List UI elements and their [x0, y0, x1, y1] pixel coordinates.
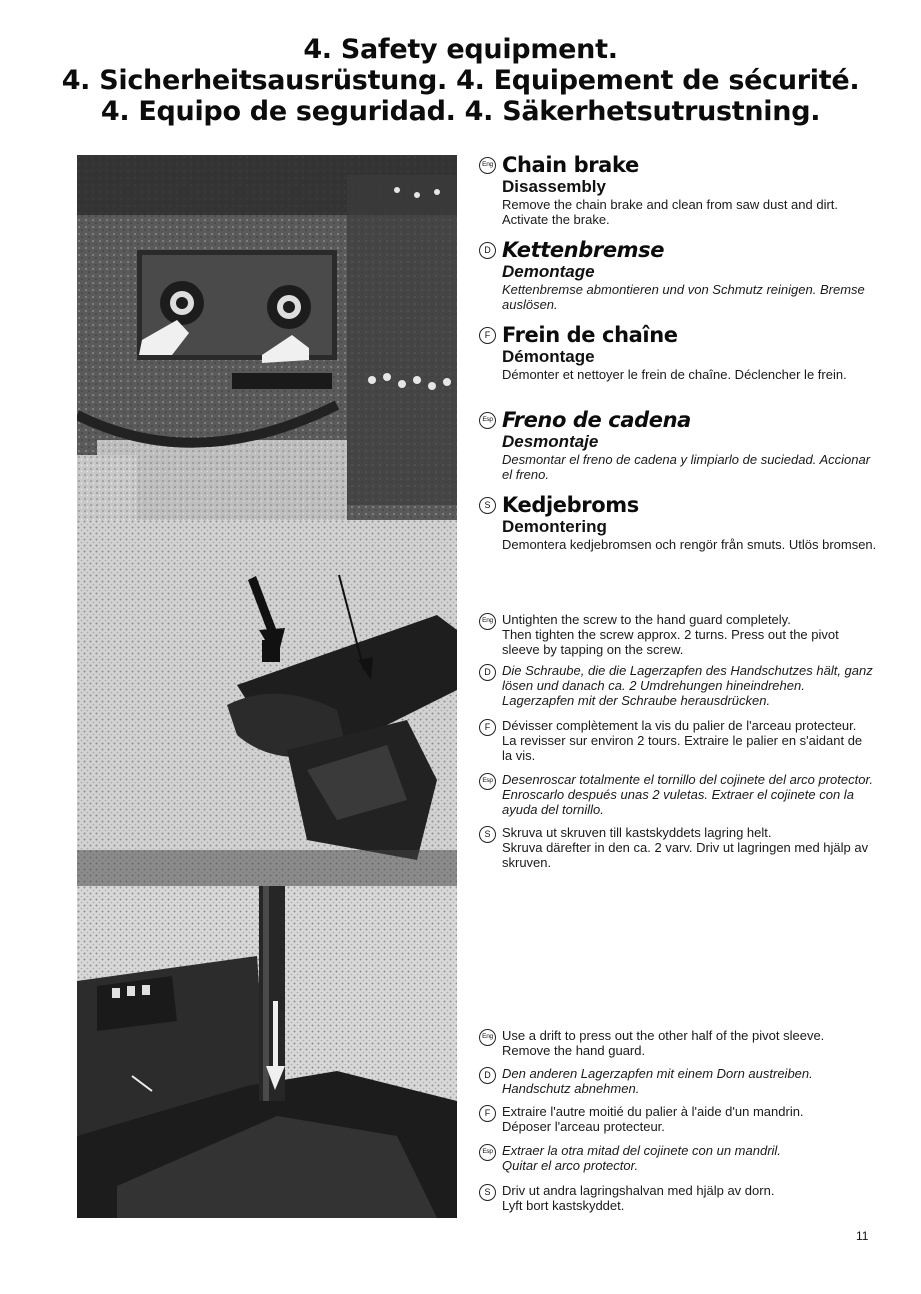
step-text: Die Schraube, die die Lagerzapfen des Handschutzes hält, ganz lösen und danach ca. 2 Umdrehungen hineindrehen. Lagerzapfen mit der Schraube herausdrücken. [502, 663, 873, 708]
lang-badge-eng-icon: Eng [479, 1029, 496, 1046]
section-body: Démonter et nettoyer le frein de chaîne. Déclencher le frein. [502, 367, 847, 382]
chain-brake-eng [479, 153, 879, 227]
step-a-de [479, 663, 874, 708]
section-heading: Chain brake [502, 153, 639, 177]
step-text: Extraire l'autre moitié du palier à l'aide d'un mandrin. Déposer l'arceau protecteur. [502, 1104, 804, 1134]
chain-brake-sv [479, 493, 879, 552]
step-text: Dévisser complètement la vis du palier de l'arceau protecteur. La revisser sur environ 2 tours. Extraire le palier en s'aidant de la vis. [502, 718, 863, 763]
section-body: Kettenbremse abmontieren und von Schmutz reinigen. Bremse auslösen. [502, 282, 865, 312]
lang-badge-de-icon: D [479, 242, 496, 259]
lang-badge-sv-icon: S [479, 1184, 496, 1201]
step-b-eng [479, 1028, 874, 1058]
section-subheading: Desmontaje [502, 432, 599, 451]
step-b-fr [479, 1104, 874, 1134]
page-title [0, 34, 921, 127]
section-body: Demontera kedjebromsen och rengör från smuts. Utlös bromsen. [502, 537, 877, 552]
title-line-1: 4. Safety equipment. [303, 34, 618, 65]
step-text: Driv ut andra lagringshalvan med hjälp av dorn. Lyft bort kastskyddet. [502, 1183, 775, 1213]
lang-badge-de-icon: D [479, 664, 496, 681]
section-body: Remove the chain brake and clean from saw dust and dirt. Activate the brake. [502, 197, 839, 227]
title-line-3: 4. Equipo de seguridad. 4. Säkerhetsutrustning. [100, 96, 821, 127]
section-heading: Kedjebroms [502, 493, 639, 517]
section-body: Desmontar el freno de cadena y limpiarlo de suciedad. Accionar el freno. [502, 452, 871, 482]
section-subheading: Demontering [502, 517, 607, 536]
step-text: Use a drift to press out the other half of the pivot sleeve. Remove the hand guard. [502, 1028, 825, 1058]
section-heading: Kettenbremse [502, 238, 665, 262]
title-line-2: 4. Sicherheitsausrüstung. 4. Equipement de sécurité. [61, 65, 860, 96]
lang-badge-eng-icon: Eng [479, 157, 496, 174]
lang-badge-fr-icon: F [479, 327, 496, 344]
step-text: Skruva ut skruven till kastskyddets lagring helt. Skruva därefter in den ca. 2 varv. Driv ut lagringen med hjälp av skruven. [502, 825, 869, 870]
chain-brake-es [479, 408, 879, 482]
section-subheading: Demontage [502, 262, 595, 281]
step-b-de [479, 1066, 874, 1096]
step-text: Extraer la otra mitad del cojinete con un mandril. Quitar el arco protector. [502, 1143, 781, 1173]
step-a-fr [479, 718, 874, 763]
lang-badge-es-icon: Esp [479, 1144, 496, 1161]
step-text: Desenroscar totalmente el tornillo del cojinete del arco protector. Enroscarlo después unas 2 vuletas. Extraer el cojinete con la ayuda del tornillo. [502, 772, 873, 817]
step-b-es [479, 1143, 874, 1173]
step-text: Untighten the screw to the hand guard completely. Then tighten the screw approx. 2 turns. Press out the pivot sleeve by tapping on the screw. [502, 612, 839, 657]
chain-brake-photo [77, 155, 457, 520]
hand-guard-screw-photo [77, 520, 457, 886]
chain-brake-de [479, 238, 879, 312]
chain-brake-fr [479, 323, 879, 382]
step-text: Den anderen Lagerzapfen mit einem Dorn austreiben. Handschutz abnehmen. [502, 1066, 813, 1096]
lang-badge-es-icon: Esp [479, 773, 496, 790]
lang-badge-fr-icon: F [479, 1105, 496, 1122]
section-subheading: Disassembly [502, 177, 606, 196]
lang-badge-de-icon: D [479, 1067, 496, 1084]
lang-badge-fr-icon: F [479, 719, 496, 736]
step-a-eng [479, 612, 874, 657]
section-subheading: Démontage [502, 347, 595, 366]
section-heading: Frein de chaîne [502, 323, 678, 347]
step-b-sv [479, 1183, 874, 1213]
lang-badge-eng-icon: Eng [479, 613, 496, 630]
section-heading: Freno de cadena [502, 408, 691, 432]
drift-pivot-sleeve-photo [77, 886, 457, 1218]
page-number: 11 [856, 1229, 869, 1243]
lang-badge-sv-icon: S [479, 826, 496, 843]
lang-badge-sv-icon: S [479, 497, 496, 514]
lang-badge-es-icon: Esp [479, 412, 496, 429]
step-a-es [479, 772, 874, 817]
step-a-sv [479, 825, 874, 870]
